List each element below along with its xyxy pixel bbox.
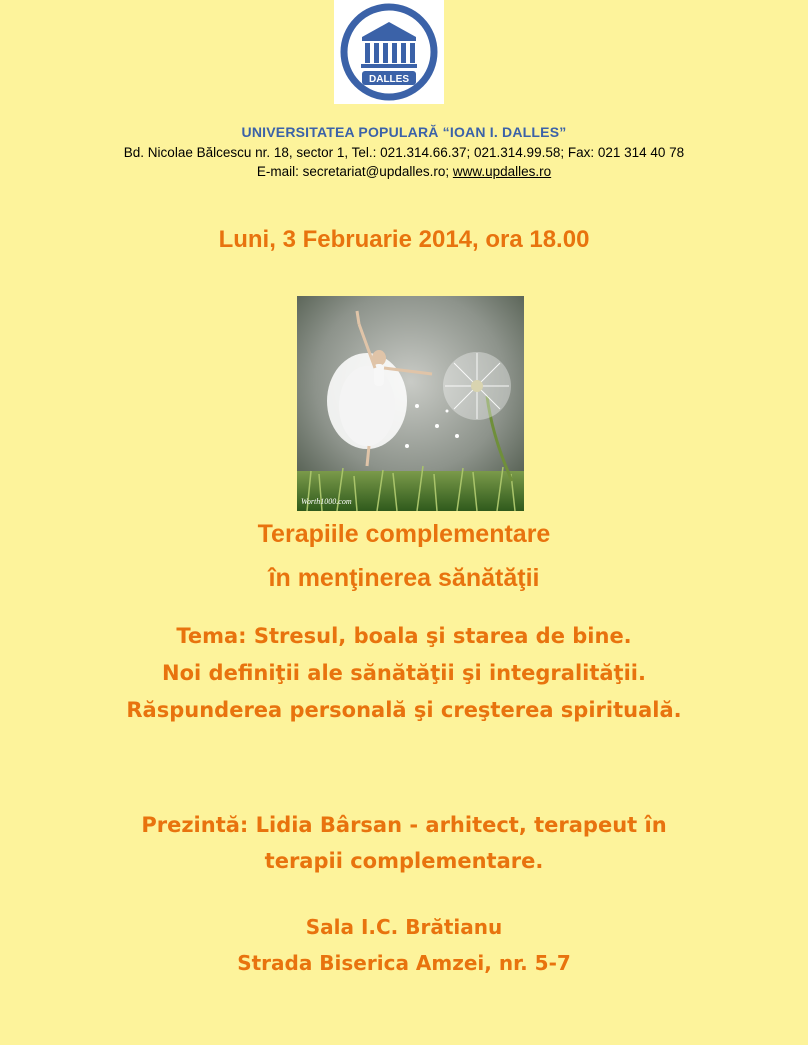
ballerina-dandelion-image bbox=[297, 296, 524, 511]
venue-hall: Sala I.C. Brătianu bbox=[305, 915, 503, 939]
university-logo bbox=[334, 0, 444, 104]
website-link[interactable]: www.updalles.ro bbox=[452, 164, 552, 179]
logo-text: DALLES bbox=[369, 74, 409, 85]
address-line: Bd. Nicolae Bălcescu nr. 18, sector 1, Tel.: 021.314.66.37; 021.314.99.58; Fax: 021 314 40 78 bbox=[123, 145, 685, 160]
contact-line bbox=[0, 164, 808, 179]
organization-name: UNIVERSITATEA POPULARĂ “IOAN I. DALLES” bbox=[241, 124, 567, 140]
presenter-line-2: terapii complementare. bbox=[264, 849, 544, 873]
presenter-line-1: Prezintă: Lidia Bârsan - arhitect, terapeut în bbox=[141, 813, 667, 837]
email-text: E-mail: secretariat@updalles.ro; bbox=[256, 164, 453, 179]
venue-street: Strada Biserica Amzei, nr. 5-7 bbox=[237, 951, 571, 975]
event-date: Luni, 3 Februarie 2014, ora 18.00 bbox=[218, 226, 590, 253]
theme-line-3: Răspunderea personală şi creşterea spirituală. bbox=[126, 698, 682, 722]
theme-line-2: Noi definiţii ale sănătăţii şi integralităţii. bbox=[162, 661, 646, 685]
theme-line-1: Tema: Stresul, boala şi starea de bine. bbox=[176, 624, 632, 648]
event-title-line-1: Terapiile complementare bbox=[257, 520, 551, 548]
event-title-line-2: în menţinerea sănătăţii bbox=[268, 564, 540, 592]
image-watermark: Worth1000.com bbox=[301, 497, 352, 506]
